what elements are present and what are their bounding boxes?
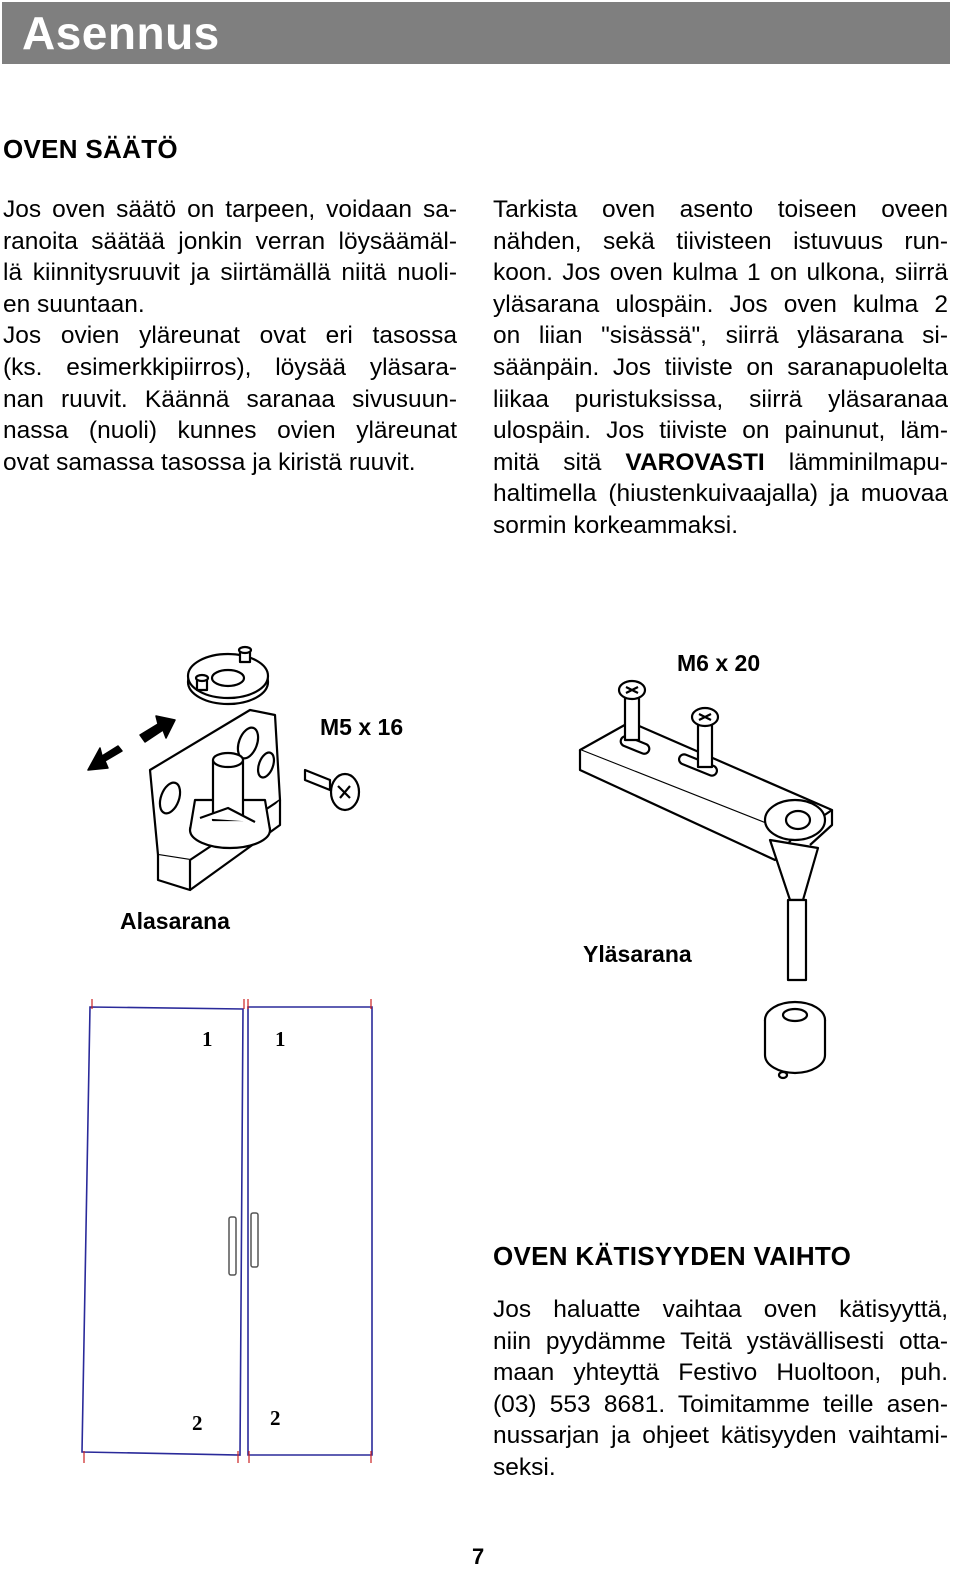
text-line: nan ruuvit. Käännä saranaa sivusuun- [3,385,457,413]
text-line: maan yhteyttä Festivo Huoltoon, puh. [493,1359,948,1387]
text-line: Jos haluatte vaihtaa oven kätisyyttä, [493,1296,948,1323]
emphasis-text: VAROVASTI [625,448,765,476]
text-line: yläsarana ulospäin. Jos oven kulma 2 [493,290,948,318]
lower-hinge-label: Alasarana [120,908,230,934]
section-heading-door-adjust: OVEN SÄÄTÖ [3,134,178,164]
screw-size-label-m5: M5 x 16 [320,714,404,740]
door-adjust-left-text [3,194,457,478]
text-line: nassa (nuoli) kunnes ovien yläreunat [3,417,457,445]
doors-diagram [78,995,378,1465]
left-door-handle [229,1217,236,1275]
text-segment: mitä sitä [493,448,626,476]
text-line: (03) 553 8681. Toimitamme teille asen- [493,1390,948,1418]
text-line: Jos oven säätö on tarpeen, voidaan sa- [3,196,457,223]
text-line: (ks. esimerkkipiirros), löysää yläsara- [3,353,457,381]
text-line-with-emphasis [493,447,948,479]
text-line: seksi. [493,1453,556,1481]
corner-marker-top-right: 1 [275,1027,286,1051]
page-title: Asennus [22,7,220,59]
text-line: ulospäin. Jos tiiviste on painunut, läm- [493,417,948,445]
text-line: Tarkista oven asento toiseen oveen [493,196,948,223]
text-line: en suuntaan. [3,290,145,318]
page-number: 7 [472,1544,485,1569]
right-door-outline [248,1007,372,1455]
m5-screw-icon [300,760,370,820]
header-bar [2,2,950,64]
text-line: säänpäin. Jos tiiviste on saranapuolelta [493,353,948,381]
text-line: ranoita säätää jonkin verran löysäämäl- [3,227,457,255]
text-line: liikaa puristuksissa, siirrä yläsaranaa [493,385,948,413]
upper-hinge-illustration [570,670,860,1090]
text-line: lä kiinnitysruuvit ja siirtämällä niitä nuoli- [3,259,457,287]
corner-marker-top-left: 1 [202,1027,213,1051]
text-line: on liian "sisässä", siirrä yläsarana si- [493,322,948,350]
section-heading-handedness: OVEN KÄTISYYDEN VAIHTO [493,1241,852,1271]
corner-marker-bottom-right: 2 [270,1406,281,1430]
text-line: koon. Jos oven kulma 1 on ulkona, siirrä [493,259,948,287]
screw-size-label-m6: M6 x 20 [677,650,761,676]
text-line: niin pyydämme Teitä ystävällisesti otta- [493,1327,948,1355]
text-line: sormin korkeammaksi. [493,511,739,539]
text-segment: lämminilmapu- [764,448,949,476]
corner-marker-bottom-left: 2 [192,1411,203,1435]
text-line: nussarjan ja ohjeet kätisyyden vaihtami- [493,1422,948,1450]
handedness-text [493,1294,948,1484]
upper-hinge-label: Yläsarana [583,941,692,967]
right-door-handle [251,1213,258,1267]
left-door-outline [82,1007,243,1455]
text-line: haltimella (hiustenkuivaajalla) ja muovaa [493,480,948,508]
text-line: Jos ovien yläreunat ovat eri tasossa [3,322,457,350]
text-line: nähden, sekä tiivisteen istuvuus run- [493,227,948,255]
door-adjust-right-text [493,194,948,542]
text-line: ovat samassa tasossa ja kiristä ruuvit. [3,448,416,476]
